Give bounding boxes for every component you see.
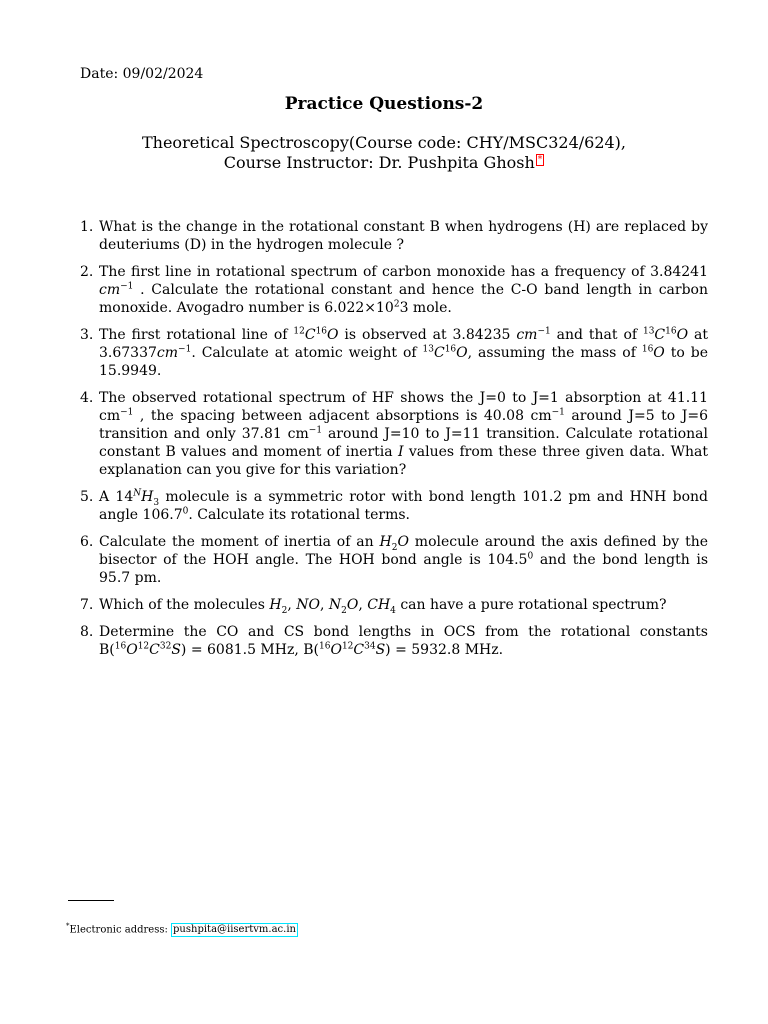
- instructor-text: Course Instructor: Dr. Pushpita Ghosh: [223, 153, 535, 172]
- question-number: 8.: [80, 624, 94, 640]
- email-link[interactable]: pushpita@iisertvm.ac.in: [173, 924, 296, 936]
- question-2: [68, 263, 708, 317]
- question-8: [68, 623, 708, 659]
- question-number: 7.: [80, 597, 94, 613]
- question-text: The first rotational line of $^{12}C^{16}O$ is observed at 3.84235 $cm^{-1}$ and that of $^{13}C^{16}O$ at $3.67337cm^{-1}$. Calculate at atomic weight of $^{13}C^{16}O$, assuming the mass of $^{16}$O to be 15.9949.: [99, 326, 708, 379]
- page-title: Practice Questions-2: [284, 94, 484, 114]
- subtitle: [0, 133, 768, 173]
- question-6: [68, 533, 708, 587]
- footnote-link[interactable]: *: [537, 154, 543, 165]
- question-number: 6.: [80, 534, 94, 550]
- question-text: Which of the molecules $H_2$, NO, $N_2O$, $CH_4$ can have a pure rotational spectrum?: [99, 597, 667, 616]
- question-text: What is the change in the rotational constant B when hydrogens (H) are replaced by deuteriums (D) in the hydrogen molecule ?: [99, 219, 708, 253]
- footnote-label: Electronic address:: [69, 924, 172, 936]
- question-7: [68, 596, 708, 614]
- question-number: 3.: [80, 327, 94, 343]
- question-text: The first line in rotational spectrum of carbon monoxide has a frequency of 3.84241 $cm^{-1}$ . Calculate the rotational constant and hence the C-O band length in carbon monoxide. Avogadro number is $6.022\times 10^23$ mole.: [99, 264, 708, 316]
- footnote-marker: *: [66, 922, 70, 930]
- question-number: 2.: [80, 264, 94, 280]
- question-text: A $14^NH_3$ molecule is a symmetric rotor with bond length 101.2 pm and HNH bond angle 106.7$^0$. Calculate its rotational terms.: [99, 488, 709, 523]
- question-4: [68, 389, 708, 479]
- question-text: The observed rotational spectrum of HF shows the J=0 to J=1 absorption at 41.11 $cm^{-1}$ , the spacing between adjacent absorptions is 40.08 $cm^{-1}$ around J=5 to J=6 transition and only 37.81 $cm^{-1}$ around J=10 to J=11 transition. Calculate rotational constant B values and moment of inertia I values from these three given data. What explanation can you give for this variation?: [99, 390, 709, 478]
- question-1: [68, 218, 708, 254]
- footnote-divider: [68, 900, 114, 901]
- question-text: Calculate the moment of inertia of an $H_2O$ molecule around the axis defined by the bisector of the HOH angle. The HOH bond angle is 104.5$^0$ and the bond length is 95.7 pm.: [99, 534, 708, 586]
- question-number: 1.: [80, 219, 94, 235]
- instructor-line: [0, 153, 768, 173]
- question-text: Determine the CO and CS bond lengths in OCS from the rotational constants $B(^{16}O^{12}C^{32}S) = 6081.5$ MHz, $B(^{16}O^{12}C^{34}S) = 5932.8$ MHz.: [99, 624, 708, 658]
- question-3: [68, 326, 708, 380]
- footnote: [66, 922, 298, 937]
- question-list: [68, 218, 708, 668]
- question-number: 5.: [80, 489, 94, 505]
- question-5: [68, 488, 708, 524]
- date-label: Date: 09/02/2024: [80, 66, 204, 82]
- course-line: Theoretical Spectroscopy(Course code: CHY/MSC324/624),: [141, 133, 627, 152]
- question-number: 4.: [80, 390, 94, 406]
